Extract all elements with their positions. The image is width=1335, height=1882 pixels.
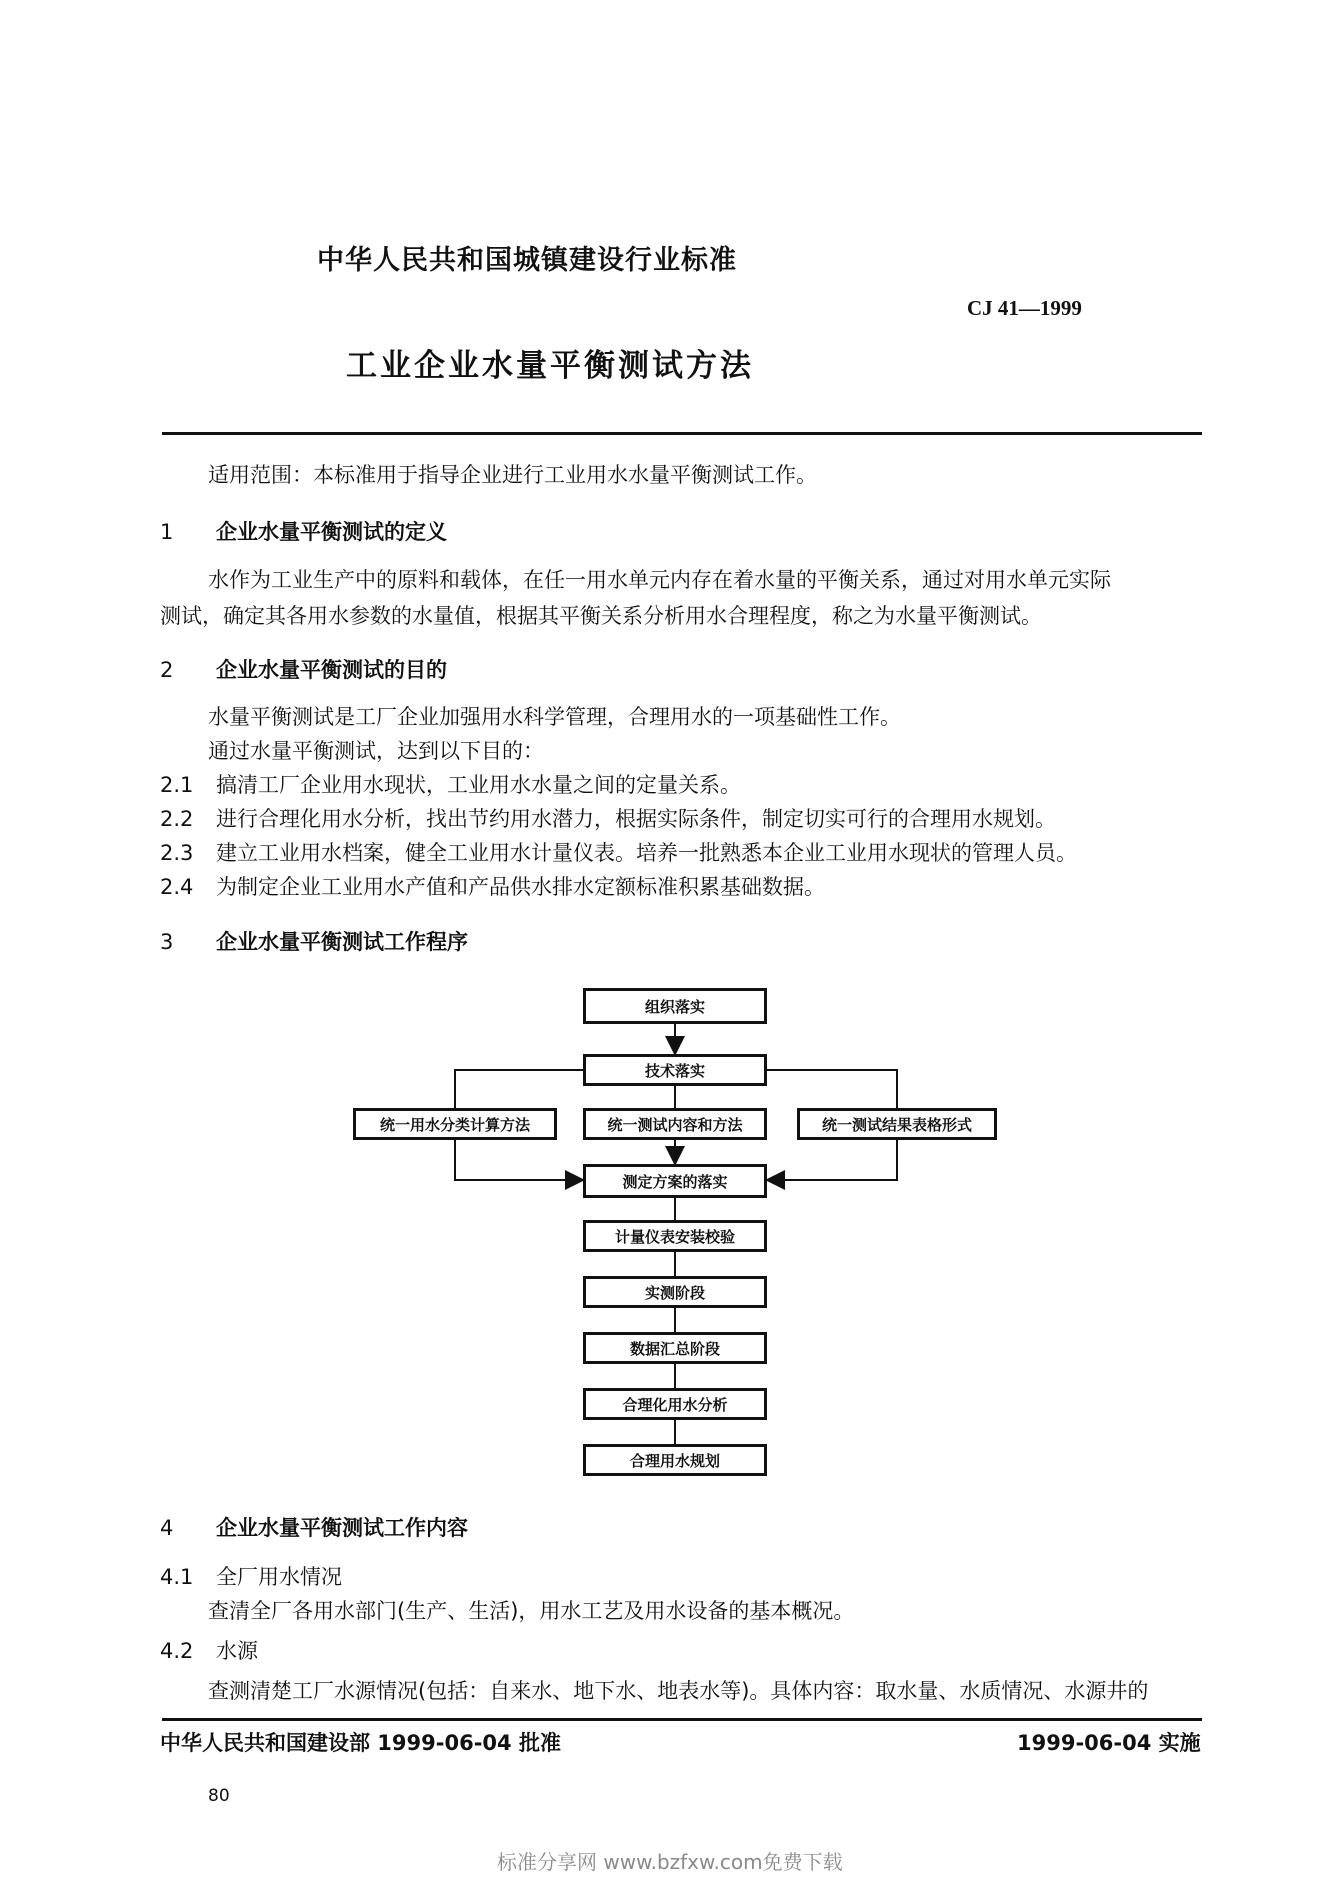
flow-box-plan-implementation: 测定方案的落实 — [583, 1164, 767, 1198]
item-number: 2.4 — [160, 875, 194, 899]
section-1-paragraph-line-1: 水作为工业生产中的原料和载体，在任一用水单元内存在着水量的平衡关系，通过对用水单元实际 — [208, 568, 1111, 592]
connector-tech-to-left — [455, 1070, 585, 1110]
flow-box-unified-classification: 统一用水分类计算方法 — [353, 1108, 557, 1140]
section-number: 1 — [160, 520, 174, 544]
issuing-authority: 中华人民共和国城镇建设行业标准 — [317, 245, 737, 276]
flow-box-unified-forms: 统一测试结果表格形式 — [797, 1108, 997, 1140]
flow-box-unified-content: 统一测试内容和方法 — [583, 1108, 767, 1140]
section-4-heading — [160, 1512, 468, 1542]
item-text: 进行合理化用水分析，找出节约用水潜力，根据实际条件，制定切实可行的合理用水规划。 — [216, 807, 1056, 831]
subsection-4-2-heading — [160, 1636, 258, 1666]
item-number: 2.1 — [160, 773, 194, 797]
flow-box-measurement: 实测阶段 — [583, 1276, 767, 1308]
flow-box-water-planning: 合理用水规划 — [583, 1444, 767, 1476]
page-number: 80 — [208, 1786, 230, 1806]
section-title: 企业水量平衡测试的定义 — [216, 520, 447, 544]
connector-tech-to-right — [765, 1070, 897, 1110]
flow-box-meter-calibration: 计量仪表安装校验 — [583, 1220, 767, 1252]
document-title: 工业企业水量平衡测试方法 — [346, 348, 754, 384]
implementation-date: 1999-06-04 实施 — [1017, 1731, 1201, 1755]
item-text: 为制定企业工业用水产值和产品供水排水定额标准积累基础数据。 — [216, 875, 825, 899]
item-number: 2.3 — [160, 841, 194, 865]
section-2-paragraph-2: 通过水量平衡测试，达到以下目的： — [208, 739, 544, 763]
connector-left-to-plan — [455, 1140, 583, 1180]
section-2-paragraph-1: 水量平衡测试是工厂企业加强用水科学管理，合理用水的一项基础性工作。 — [208, 705, 901, 729]
subsection-title: 水源 — [216, 1639, 258, 1663]
subsection-number: 4.1 — [160, 1565, 194, 1589]
download-watermark: 标准分享网 www.bzfxw.com免费下载 — [497, 1850, 843, 1874]
section-number: 2 — [160, 658, 174, 682]
connector-right-to-plan — [767, 1140, 897, 1180]
section-title: 企业水量平衡测试工作程序 — [216, 930, 468, 954]
subsection-4-1-text: 查清全厂各用水部门(生产、生活)，用水工艺及用水设备的基本概况。 — [208, 1599, 855, 1623]
item-number: 2.2 — [160, 807, 194, 831]
flow-box-rational-analysis: 合理化用水分析 — [583, 1388, 767, 1420]
flow-box-technical: 技术落实 — [583, 1054, 767, 1086]
subsection-4-1-heading — [160, 1562, 342, 1592]
flow-box-data-summary: 数据汇总阶段 — [583, 1332, 767, 1364]
flow-box-organization: 组织落实 — [583, 988, 767, 1024]
subsection-title: 全厂用水情况 — [216, 1565, 342, 1589]
item-text: 建立工业用水档案，健全工业用水计量仪表。培养一批熟悉本企业工业用水现状的管理人员。 — [216, 841, 1077, 865]
scope-text: 适用范围：本标准用于指导企业进行工业用水水量平衡测试工作。 — [208, 463, 817, 487]
approval-line: 中华人民共和国建设部 1999-06-04 批准 — [160, 1731, 561, 1755]
subsection-number: 4.2 — [160, 1639, 194, 1663]
section-number: 4 — [160, 1516, 174, 1540]
section-title: 企业水量平衡测试工作内容 — [216, 1516, 468, 1540]
item-text: 搞清工厂企业用水现状，工业用水水量之间的定量关系。 — [216, 773, 741, 797]
section-title: 企业水量平衡测试的目的 — [216, 658, 447, 682]
standard-number: CJ 41—1999 — [967, 296, 1082, 320]
section-1-paragraph-line-2: 测试，确定其各用水参数的水量值，根据其平衡关系分析用水合理程度，称之为水量平衡测试。 — [160, 604, 1042, 628]
section-number: 3 — [160, 930, 174, 954]
bottom-rule — [162, 1718, 1202, 1721]
subsection-4-2-text: 查测清楚工厂水源情况(包括：自来水、地下水、地表水等)。具体内容：取水量、水质情况、水源井的 — [208, 1679, 1149, 1703]
